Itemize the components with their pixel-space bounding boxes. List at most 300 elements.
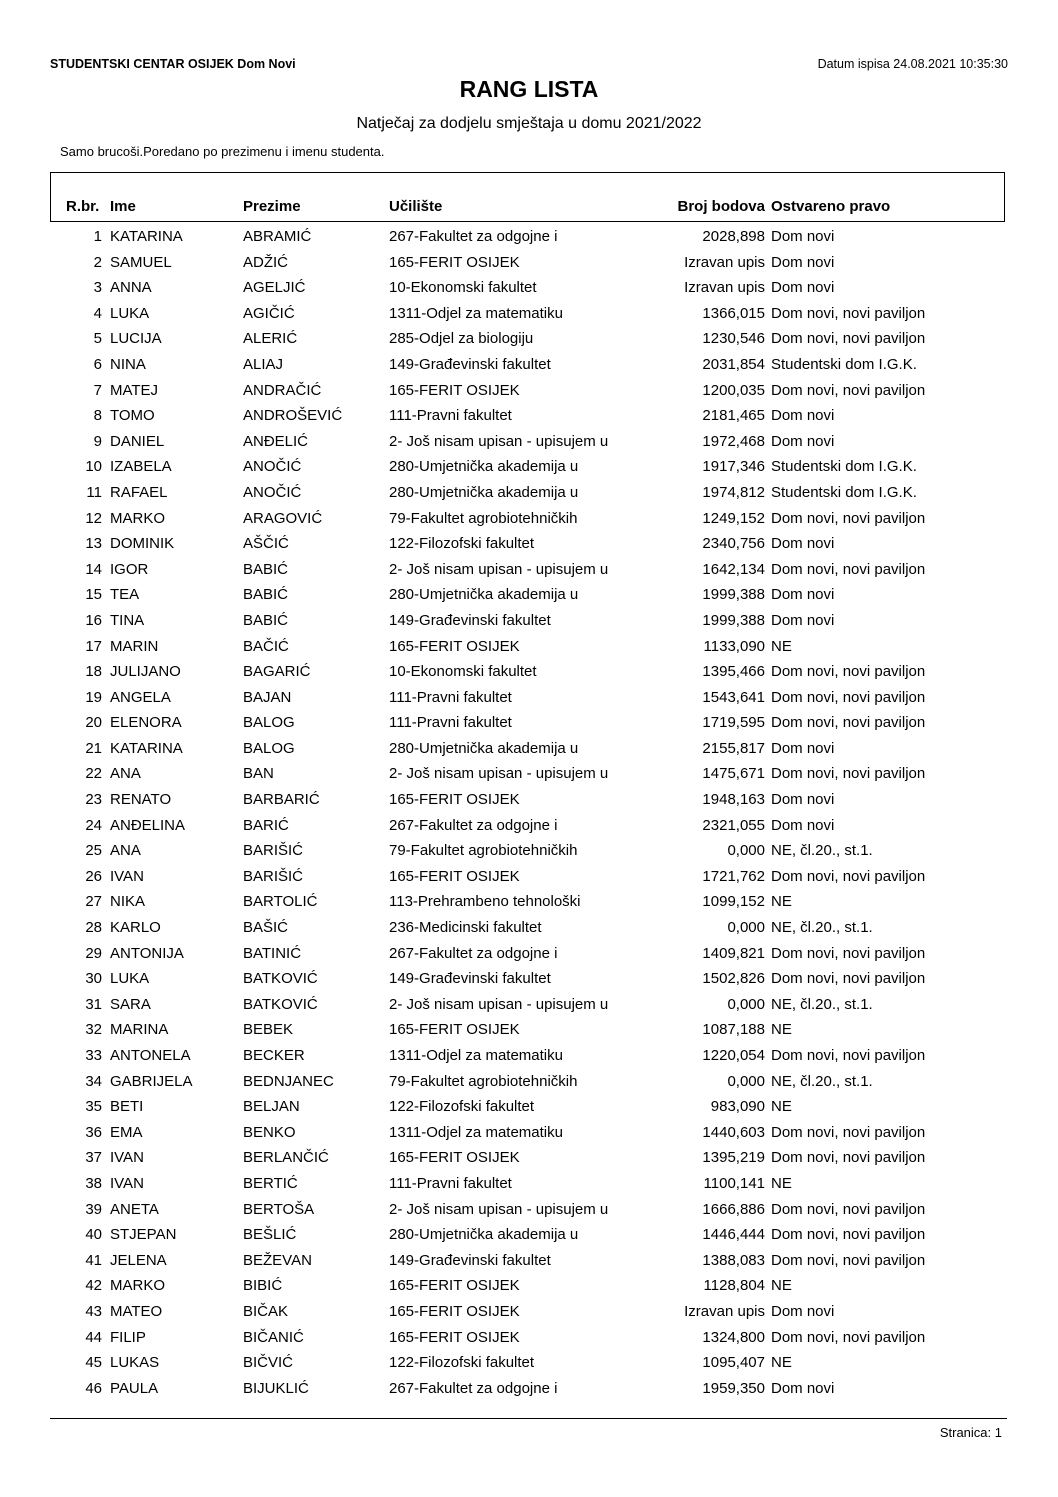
granted-right: Dom novi xyxy=(771,816,835,834)
last-name: BAŠIĆ xyxy=(243,919,289,937)
first-name: JELENA xyxy=(110,1251,167,1269)
granted-right: Dom novi, novi paviljon xyxy=(771,688,926,706)
institution: 1311-Odjel za matematiku xyxy=(389,1123,563,1141)
last-name: ALIAJ xyxy=(243,355,284,373)
first-name: MATEO xyxy=(110,1302,163,1320)
points: 2340,756 xyxy=(702,535,765,553)
row-number: 3 xyxy=(93,279,102,297)
row-number: 25 xyxy=(85,842,102,860)
institution: 113-Prehrambeno tehnološki xyxy=(389,893,581,911)
granted-right: Dom novi, novi paviljon xyxy=(771,867,926,885)
points: 1095,407 xyxy=(702,1354,765,1372)
last-name: BATINIĆ xyxy=(243,944,302,962)
points: 1972,468 xyxy=(702,432,765,450)
row-number: 29 xyxy=(85,944,102,962)
first-name: MARIN xyxy=(110,637,159,655)
row-number: 36 xyxy=(85,1123,102,1141)
granted-right: NE xyxy=(771,637,792,655)
granted-right: Dom novi xyxy=(771,739,835,757)
first-name: STJEPAN xyxy=(110,1226,177,1244)
points: Izravan upis xyxy=(684,279,765,297)
points: 1974,812 xyxy=(702,483,765,501)
granted-right: Dom novi xyxy=(771,1379,835,1397)
institution: 122-Filozofski fakultet xyxy=(389,1354,535,1372)
points: 1446,444 xyxy=(702,1226,765,1244)
first-name: FILIP xyxy=(110,1328,146,1346)
last-name: BECKER xyxy=(243,1047,305,1064)
table-row xyxy=(0,1147,1058,1173)
first-name: ANA xyxy=(110,765,141,783)
last-name: BARTOLIĆ xyxy=(243,893,318,911)
granted-right: Dom novi, novi paviljon xyxy=(771,330,926,348)
points: 1324,800 xyxy=(702,1328,765,1346)
points: 1099,152 xyxy=(702,893,765,911)
institution: 122-Filozofski fakultet xyxy=(389,1098,535,1116)
institution: 111-Pravni fakultet xyxy=(389,1174,512,1192)
row-number: 9 xyxy=(93,432,102,450)
institution: 165-FERIT OSIJEK xyxy=(389,1021,520,1039)
institution: 1311-Odjel za matematiku xyxy=(389,1047,563,1064)
points: 2181,465 xyxy=(702,407,765,425)
last-name: BAN xyxy=(243,765,274,783)
row-number: 39 xyxy=(85,1200,102,1218)
row-number: 23 xyxy=(85,791,102,809)
points: 1395,219 xyxy=(702,1149,765,1167)
table-row xyxy=(0,482,1058,508)
table-row xyxy=(0,456,1058,482)
last-name: BEŽEVAN xyxy=(243,1251,312,1269)
table-row xyxy=(0,1327,1058,1353)
institution: 280-Umjetnička akademija u xyxy=(389,586,579,604)
institution: 165-FERIT OSIJEK xyxy=(389,1277,520,1295)
last-name: BERLANČIĆ xyxy=(243,1149,329,1167)
institution: 2- Još nisam upisan - upisujem u xyxy=(389,765,609,783)
granted-right: Dom novi, novi paviljon xyxy=(771,663,926,681)
points: 1230,546 xyxy=(702,330,765,348)
points: Izravan upis xyxy=(684,1302,765,1320)
table-row xyxy=(0,738,1058,764)
table-row xyxy=(0,763,1058,789)
points: 1475,671 xyxy=(702,765,765,783)
institution: 79-Fakultet agrobiotehničkih xyxy=(389,842,578,860)
last-name: BAJAN xyxy=(243,688,292,706)
last-name: ANĐELIĆ xyxy=(243,432,309,450)
points: 1395,466 xyxy=(702,663,765,681)
first-name: IVAN xyxy=(110,867,144,885)
column-header-broj-bodova: Broj bodova xyxy=(677,198,765,215)
granted-right: Dom novi, novi paviljon xyxy=(771,381,926,399)
row-number: 41 xyxy=(85,1251,102,1269)
first-name: IVAN xyxy=(110,1174,144,1192)
last-name: ADŽIĆ xyxy=(243,253,288,271)
granted-right: Dom novi, novi paviljon xyxy=(771,970,926,988)
points: 1666,886 xyxy=(702,1200,765,1218)
granted-right: Dom novi, novi paviljon xyxy=(771,509,926,527)
granted-right: Dom novi xyxy=(771,228,835,245)
points: 1087,188 xyxy=(702,1021,765,1039)
row-number: 46 xyxy=(85,1379,102,1397)
points: 1133,090 xyxy=(703,637,765,655)
points: 0,000 xyxy=(727,995,765,1013)
first-name: IGOR xyxy=(110,560,149,578)
table-row xyxy=(0,1301,1058,1327)
points: 1999,388 xyxy=(702,611,765,629)
table-row xyxy=(0,1122,1058,1148)
row-number: 13 xyxy=(85,535,102,553)
table-row xyxy=(0,1199,1058,1225)
last-name: ARAGOVIĆ xyxy=(243,509,323,527)
granted-right: NE xyxy=(771,1277,792,1295)
points: 1642,134 xyxy=(702,560,765,578)
first-name: KARLO xyxy=(110,919,161,937)
granted-right: Dom novi xyxy=(771,535,835,553)
row-number: 6 xyxy=(93,355,102,373)
granted-right: NE xyxy=(771,1174,792,1192)
table-row xyxy=(0,584,1058,610)
last-name: ANOČIĆ xyxy=(243,458,302,476)
granted-right: Dom novi, novi paviljon xyxy=(771,1251,926,1269)
table-row xyxy=(0,815,1058,841)
row-number: 32 xyxy=(85,1021,102,1039)
granted-right: Dom novi xyxy=(771,407,835,425)
institution: 2- Još nisam upisan - upisujem u xyxy=(389,432,609,450)
institution: 122-Filozofski fakultet xyxy=(389,535,535,553)
column-header-ime: Ime xyxy=(110,198,136,215)
last-name: BERTOŠA xyxy=(243,1200,315,1218)
row-number: 19 xyxy=(85,688,102,706)
first-name: RAFAEL xyxy=(110,483,168,501)
institution: 165-FERIT OSIJEK xyxy=(389,867,520,885)
points: 1543,641 xyxy=(702,688,765,706)
last-name: BIČVIĆ xyxy=(243,1354,294,1372)
last-name: BIJUKLIĆ xyxy=(243,1379,309,1397)
granted-right: NE xyxy=(771,893,792,911)
row-number: 43 xyxy=(85,1302,102,1320)
first-name: ANTONELA xyxy=(110,1047,191,1064)
last-name: BELJAN xyxy=(243,1098,300,1116)
table-row xyxy=(0,789,1058,815)
granted-right: NE, čl.20., st.1. xyxy=(771,995,873,1013)
organization-name: STUDENTSKI CENTAR OSIJEK Dom Novi xyxy=(50,57,296,71)
first-name: ANTONIJA xyxy=(110,944,184,962)
first-name: MARKO xyxy=(110,1277,166,1295)
first-name: BETI xyxy=(110,1098,144,1116)
first-name: DANIEL xyxy=(110,432,165,450)
last-name: BIČANIĆ xyxy=(243,1328,304,1346)
column-header-uciliste: Učilište xyxy=(389,198,443,215)
column-header-prezime: Prezime xyxy=(243,198,301,215)
row-number: 24 xyxy=(85,816,102,834)
first-name: IVAN xyxy=(110,1149,144,1167)
last-name: ANDRAČIĆ xyxy=(243,381,322,399)
points: 0,000 xyxy=(727,919,765,937)
row-number: 17 xyxy=(85,637,102,655)
points: 1948,163 xyxy=(702,791,765,809)
sort-note: Samo brucoši.Poredano po prezimenu i imenu studenta. xyxy=(60,144,385,159)
last-name: BATKOVIĆ xyxy=(243,995,318,1013)
first-name: KATARINA xyxy=(110,228,183,245)
institution: 149-Građevinski fakultet xyxy=(389,1251,551,1269)
row-number: 31 xyxy=(85,995,102,1013)
row-number: 1 xyxy=(93,228,102,245)
table-row xyxy=(0,1071,1058,1097)
institution: 10-Ekonomski fakultet xyxy=(389,279,537,297)
granted-right: Dom novi, novi paviljon xyxy=(771,1047,926,1064)
first-name: EMA xyxy=(110,1123,143,1141)
row-number: 33 xyxy=(85,1047,102,1064)
last-name: BEBEK xyxy=(243,1021,294,1039)
points: 1999,388 xyxy=(702,586,765,604)
page-number: Stranica: 1 xyxy=(939,1425,1002,1440)
last-name: BABIĆ xyxy=(243,560,289,578)
first-name: DOMINIK xyxy=(110,535,175,553)
granted-right: NE, čl.20., st.1. xyxy=(771,1072,873,1090)
first-name: PAULA xyxy=(110,1379,159,1397)
table-row xyxy=(0,1096,1058,1122)
first-name: GABRIJELA xyxy=(110,1072,193,1090)
table-row xyxy=(0,712,1058,738)
column-header-ostvareno-pravo: Ostvareno pravo xyxy=(771,198,891,215)
first-name: ANA xyxy=(110,842,141,860)
last-name: BAČIĆ xyxy=(243,637,289,655)
points: 1249,152 xyxy=(702,509,765,527)
row-number: 21 xyxy=(85,739,102,757)
table-row xyxy=(0,405,1058,431)
row-number: 12 xyxy=(85,509,102,527)
institution: 79-Fakultet agrobiotehničkih xyxy=(389,509,578,527)
first-name: TOMO xyxy=(110,407,155,425)
footer-divider xyxy=(50,1418,1007,1419)
print-date: Datum ispisa 24.08.2021 10:35:30 xyxy=(817,57,1008,71)
institution: 111-Pravni fakultet xyxy=(389,407,512,425)
points: 1388,083 xyxy=(702,1251,765,1269)
table-row xyxy=(0,917,1058,943)
row-number: 15 xyxy=(85,586,102,604)
last-name: BIČAK xyxy=(243,1302,289,1320)
table-row xyxy=(0,431,1058,457)
first-name: MARINA xyxy=(110,1021,169,1039)
points: 1220,054 xyxy=(702,1047,765,1064)
points: 1502,826 xyxy=(702,970,765,988)
first-name: MARKO xyxy=(110,509,166,527)
institution: 2- Još nisam upisan - upisujem u xyxy=(389,1200,609,1218)
first-name: LUKAS xyxy=(110,1354,160,1372)
row-number: 26 xyxy=(85,867,102,885)
row-number: 18 xyxy=(85,663,102,681)
institution: 280-Umjetnička akademija u xyxy=(389,458,579,476)
first-name: SARA xyxy=(110,995,151,1013)
table-row xyxy=(0,1224,1058,1250)
row-number: 27 xyxy=(85,893,102,911)
table-row xyxy=(0,226,1058,252)
row-number: 8 xyxy=(93,407,102,425)
page-title: RANG LISTA xyxy=(459,76,599,102)
table-row xyxy=(0,559,1058,585)
points: 2028,898 xyxy=(702,228,765,245)
institution: 236-Medicinski fakultet xyxy=(389,919,542,937)
institution: 165-FERIT OSIJEK xyxy=(389,1328,520,1346)
points: 1721,762 xyxy=(702,867,765,885)
granted-right: NE xyxy=(771,1354,792,1372)
last-name: ABRAMIĆ xyxy=(243,228,312,245)
row-number: 2 xyxy=(93,253,102,271)
row-number: 45 xyxy=(85,1354,102,1372)
institution: 267-Fakultet za odgojne i xyxy=(389,944,558,962)
table-row xyxy=(0,610,1058,636)
table-row xyxy=(0,252,1058,278)
row-number: 30 xyxy=(85,970,102,988)
granted-right: Studentski dom I.G.K. xyxy=(771,355,917,373)
points: 1719,595 xyxy=(702,714,765,732)
table-row xyxy=(0,994,1058,1020)
table-row xyxy=(0,354,1058,380)
granted-right: Dom novi xyxy=(771,611,835,629)
granted-right: Dom novi, novi paviljon xyxy=(771,1200,926,1218)
table-row xyxy=(0,943,1058,969)
institution: 165-FERIT OSIJEK xyxy=(389,1149,520,1167)
last-name: BENKO xyxy=(243,1123,296,1141)
row-number: 40 xyxy=(85,1226,102,1244)
institution: 280-Umjetnička akademija u xyxy=(389,739,579,757)
granted-right: Dom novi xyxy=(771,586,835,604)
table-row xyxy=(0,840,1058,866)
granted-right: Dom novi, novi paviljon xyxy=(771,304,926,322)
row-number: 10 xyxy=(85,458,102,476)
granted-right: Dom novi, novi paviljon xyxy=(771,1149,926,1167)
last-name: BALOG xyxy=(243,739,295,757)
table-row xyxy=(0,1173,1058,1199)
institution: 285-Odjel za biologiju xyxy=(389,330,534,348)
points: 2031,854 xyxy=(702,355,765,373)
first-name: TEA xyxy=(110,586,140,604)
row-number: 35 xyxy=(85,1098,102,1116)
table-row xyxy=(0,303,1058,329)
table-row xyxy=(0,636,1058,662)
table-row xyxy=(0,1250,1058,1276)
institution: 149-Građevinski fakultet xyxy=(389,611,551,629)
table-row xyxy=(0,891,1058,917)
points: 1440,603 xyxy=(702,1123,765,1141)
row-number: 28 xyxy=(85,919,102,937)
first-name: NINA xyxy=(110,355,146,373)
institution: 165-FERIT OSIJEK xyxy=(389,637,520,655)
row-number: 38 xyxy=(85,1174,102,1192)
points: 983,090 xyxy=(710,1098,765,1116)
institution: 10-Ekonomski fakultet xyxy=(389,663,537,681)
last-name: BATKOVIĆ xyxy=(243,970,318,988)
institution: 2- Još nisam upisan - upisujem u xyxy=(389,560,609,578)
table-row xyxy=(0,328,1058,354)
institution: 111-Pravni fakultet xyxy=(389,714,512,732)
last-name: AŠČIĆ xyxy=(243,535,289,553)
column-header-rbr: R.br. xyxy=(66,198,100,215)
granted-right: Dom novi xyxy=(771,253,835,271)
last-name: BEŠLIĆ xyxy=(243,1226,297,1244)
points: 0,000 xyxy=(727,1072,765,1090)
last-name: BIBIĆ xyxy=(243,1277,283,1295)
granted-right: Dom novi, novi paviljon xyxy=(771,944,926,962)
points: 0,000 xyxy=(727,842,765,860)
first-name: TINA xyxy=(110,611,145,629)
last-name: ANOČIĆ xyxy=(243,483,302,501)
row-number: 20 xyxy=(85,714,102,732)
institution: 111-Pravni fakultet xyxy=(389,688,512,706)
first-name: LUKA xyxy=(110,304,150,322)
granted-right: Studentski dom I.G.K. xyxy=(771,483,917,501)
last-name: BERTIĆ xyxy=(243,1174,298,1192)
table-row xyxy=(0,968,1058,994)
last-name: BARBARIĆ xyxy=(243,791,320,809)
first-name: LUCIJA xyxy=(110,330,162,348)
last-name: BARIŠIĆ xyxy=(243,842,304,860)
first-name: SAMUEL xyxy=(110,253,172,271)
granted-right: Dom novi, novi paviljon xyxy=(771,1328,926,1346)
first-name: RENATO xyxy=(110,791,172,809)
first-name: LUKA xyxy=(110,970,150,988)
last-name: BALOG xyxy=(243,714,295,732)
points: 1128,804 xyxy=(703,1277,765,1295)
granted-right: Dom novi, novi paviljon xyxy=(771,714,926,732)
points: 1200,035 xyxy=(702,381,765,399)
table-row xyxy=(0,533,1058,559)
table-row xyxy=(0,1275,1058,1301)
institution: 280-Umjetnička akademija u xyxy=(389,1226,579,1244)
points: Izravan upis xyxy=(684,253,765,271)
institution: 149-Građevinski fakultet xyxy=(389,355,551,373)
institution: 267-Fakultet za odgojne i xyxy=(389,816,558,834)
granted-right: Studentski dom I.G.K. xyxy=(771,458,917,476)
institution: 280-Umjetnička akademija u xyxy=(389,483,579,501)
first-name: ELENORA xyxy=(110,714,182,732)
granted-right: Dom novi xyxy=(771,1302,835,1320)
table-body xyxy=(0,226,1058,1403)
granted-right: Dom novi xyxy=(771,279,835,297)
points: 2155,817 xyxy=(702,739,765,757)
granted-right: NE xyxy=(771,1098,792,1116)
row-number: 44 xyxy=(85,1328,102,1346)
first-name: ANNA xyxy=(110,279,152,297)
first-name: ANGELA xyxy=(110,688,171,706)
institution: 165-FERIT OSIJEK xyxy=(389,381,520,399)
page-subtitle: Natječaj za dodjelu smještaja u domu 2021/2022 xyxy=(356,115,702,132)
institution: 165-FERIT OSIJEK xyxy=(389,1302,520,1320)
last-name: AGIČIĆ xyxy=(243,304,295,322)
points: 1366,015 xyxy=(702,304,765,322)
first-name: KATARINA xyxy=(110,739,183,757)
granted-right: Dom novi xyxy=(771,791,835,809)
last-name: ANDROŠEVIĆ xyxy=(243,407,343,425)
last-name: BARIĆ xyxy=(243,816,289,834)
granted-right: Dom novi, novi paviljon xyxy=(771,1226,926,1244)
institution: 267-Fakultet za odgojne i xyxy=(389,228,558,245)
institution: 165-FERIT OSIJEK xyxy=(389,253,520,271)
table-row xyxy=(0,380,1058,406)
row-number: 37 xyxy=(85,1149,102,1167)
first-name: MATEJ xyxy=(110,381,159,399)
row-number: 7 xyxy=(93,381,102,399)
granted-right: NE xyxy=(771,1021,792,1039)
first-name: ANETA xyxy=(110,1200,159,1218)
granted-right: NE, čl.20., st.1. xyxy=(771,919,873,937)
row-number: 22 xyxy=(85,765,102,783)
first-name: JULIJANO xyxy=(110,663,181,681)
last-name: BABIĆ xyxy=(243,586,289,604)
last-name: AGELJIĆ xyxy=(243,279,306,297)
first-name: ANĐELINA xyxy=(110,816,186,834)
institution: 149-Građevinski fakultet xyxy=(389,970,551,988)
row-number: 11 xyxy=(86,483,102,501)
points: 1409,821 xyxy=(702,944,765,962)
